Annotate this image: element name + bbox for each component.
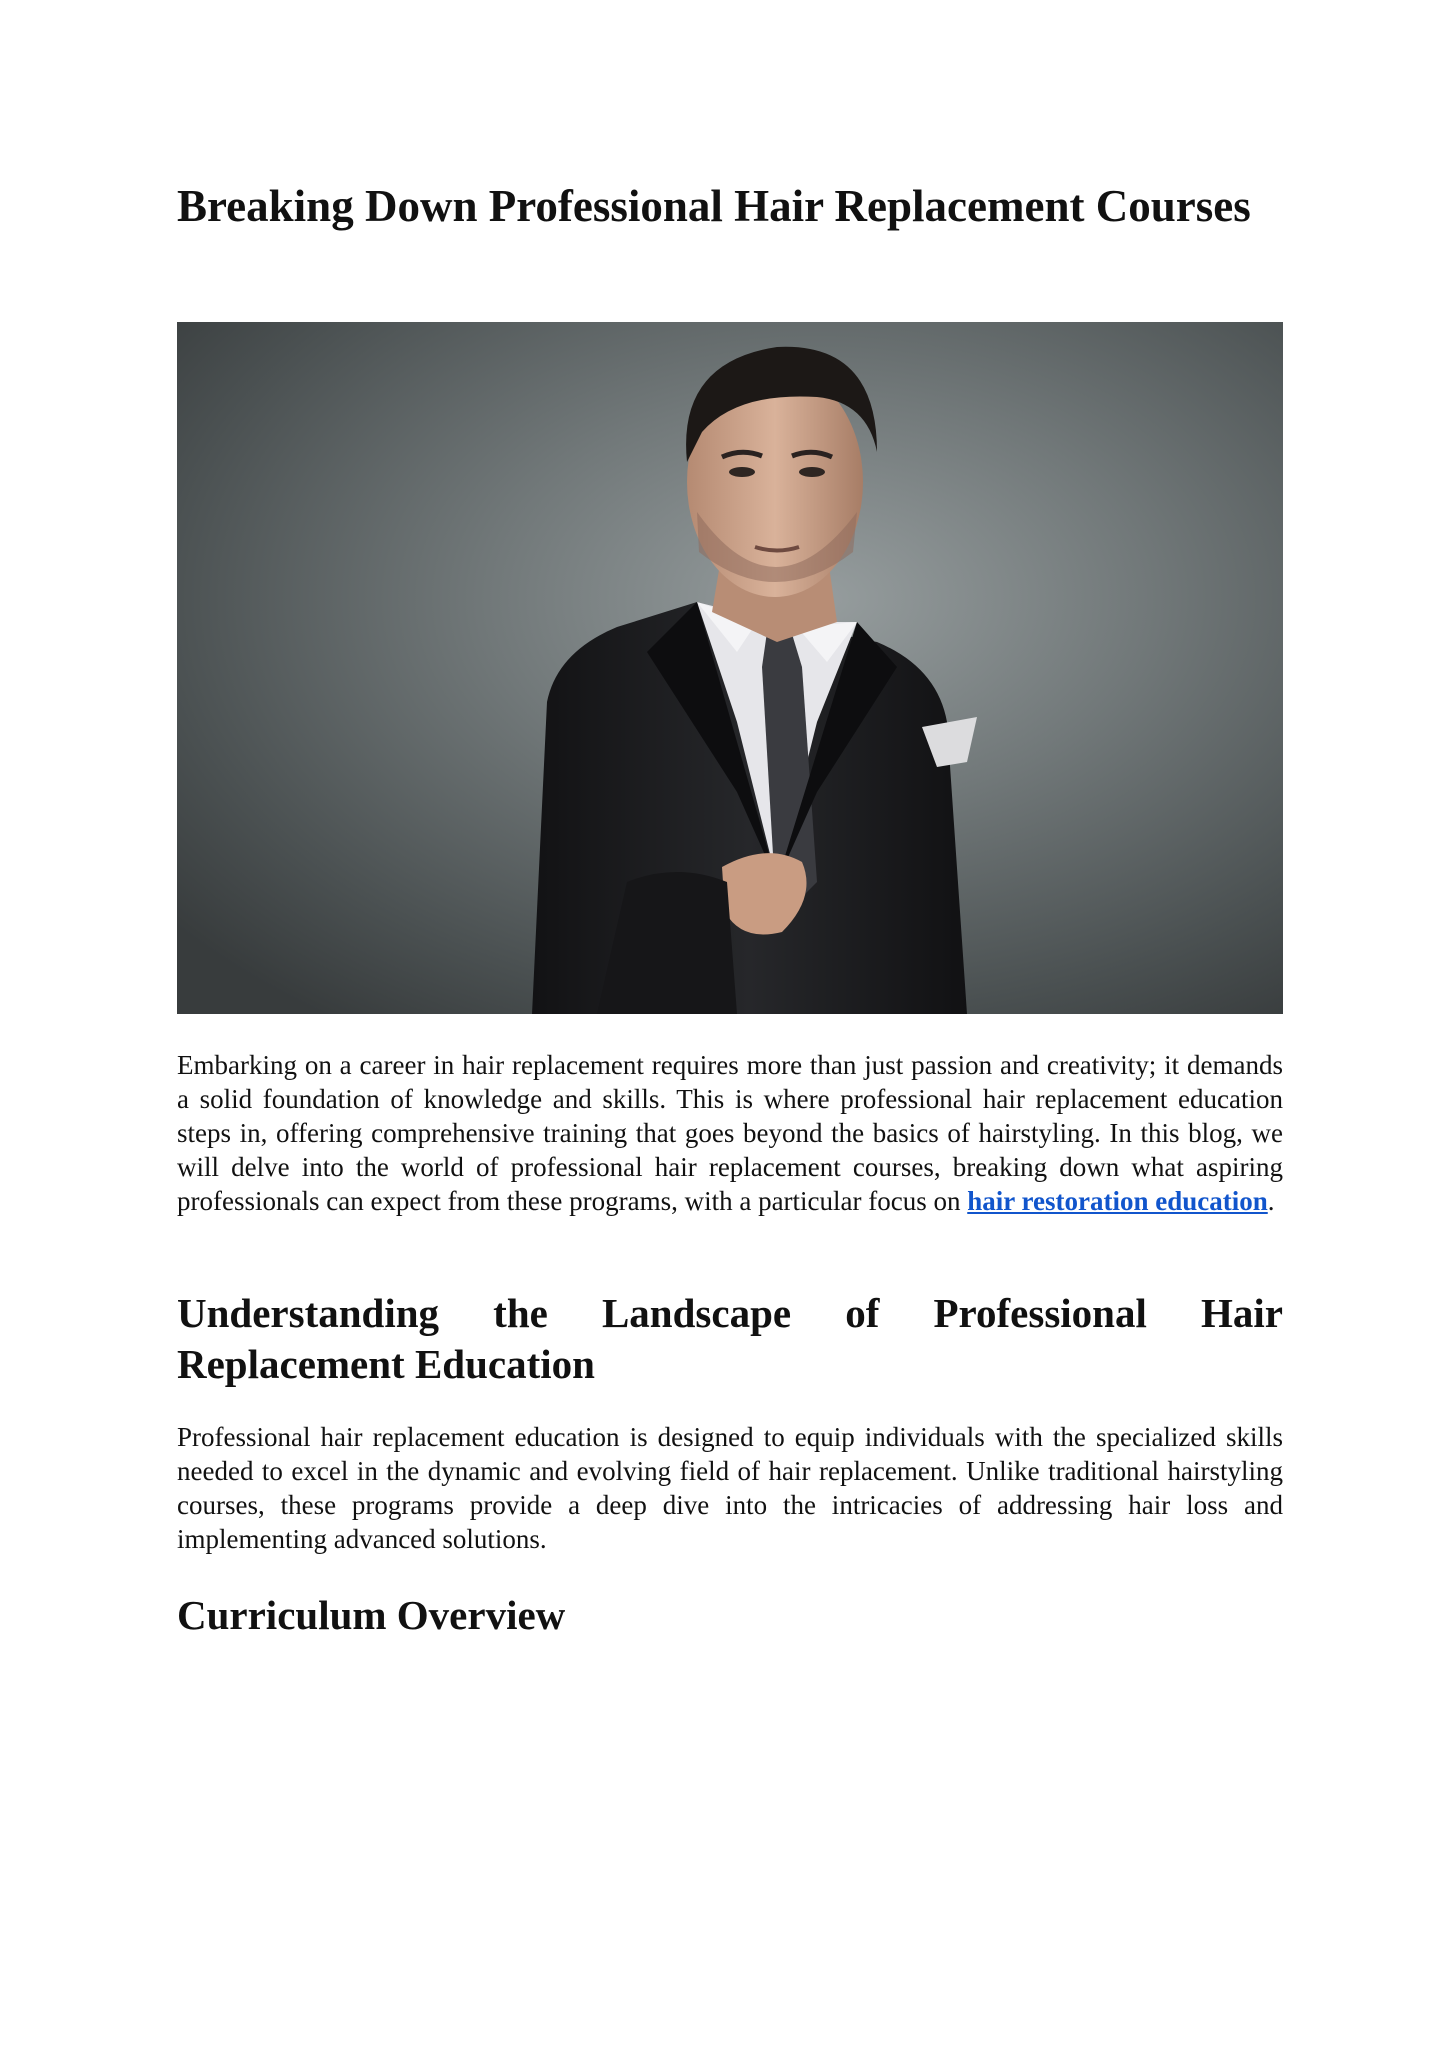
- hair-restoration-education-link[interactable]: hair restoration education: [967, 1186, 1268, 1216]
- landscape-heading: Understanding the Landscape of Professional Hair Replacement Education: [177, 1290, 1283, 1387]
- intro-trailing-period: .: [1267, 1186, 1275, 1216]
- landscape-paragraph: Professional hair replacement education is designed to equip individuals with the specialized skills needed to excel in the dynamic and evolving field of hair replacement. Unlike traditional hairstyling courses, these programs provide a deep dive into the intricacies of addressing hair loss and implementing advanced solutions.: [177, 1422, 1283, 1554]
- intro-text: Embarking on a career in hair replacement requires more than just passion and creativity; it demands a solid foundation of knowledge and skills. This is where professional hair replacement education steps in, offering comprehensive training that goes beyond the basics of hairstyling. In this blog, we will delve into the world of professional hair replacement courses, breaking down what aspiring professionals can expect from these programs, with a particular focus on: [177, 1050, 1283, 1216]
- intro-paragraph: [177, 1048, 1283, 1218]
- curriculum-heading: Curriculum Overview: [177, 1592, 566, 1638]
- man-in-suit-illustration: [177, 322, 1283, 1014]
- hero-image: [177, 322, 1283, 1014]
- page-title: Breaking Down Professional Hair Replacement Courses: [177, 181, 1251, 231]
